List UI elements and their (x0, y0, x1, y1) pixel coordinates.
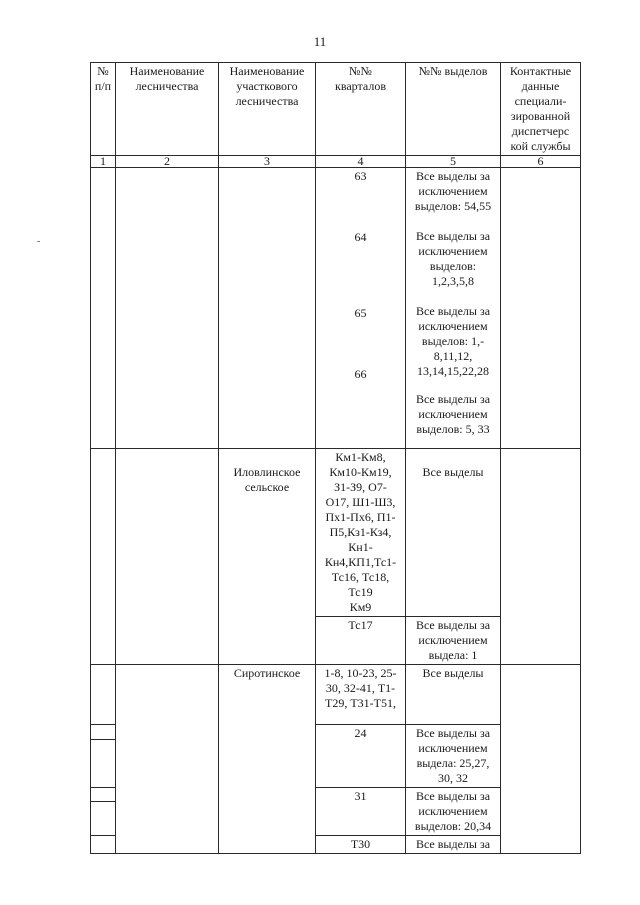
row-number-cell (91, 665, 116, 725)
quarters-cell: 31 (316, 788, 406, 836)
quarter-number: 64 (354, 230, 367, 244)
subforestry-cell: Иловлинское сельское (219, 449, 316, 665)
quarter-number: 65 (354, 306, 367, 320)
forestry-cell (116, 168, 219, 449)
row-number-cell (91, 449, 116, 665)
contacts-cell (501, 449, 581, 665)
row-number-cell (91, 739, 116, 787)
contacts-cell (501, 665, 581, 854)
header-col-3: Наименование участкового лесничества (219, 63, 316, 156)
quarters-cell: 24 (316, 725, 406, 788)
plots-cell: Все выделы за исключением выдела: 25,27, 30, 32 (406, 725, 501, 788)
subforestry-cell (219, 168, 316, 449)
plots-cell: Все выделы (406, 449, 501, 617)
page-number: 11 (313, 34, 327, 49)
header-col-1: № п/п (91, 63, 116, 156)
row-number-cell (91, 168, 116, 449)
forest-plots-table (90, 62, 581, 854)
quarters-cell (316, 168, 406, 449)
row-number-cell (91, 788, 116, 802)
table-row (91, 449, 581, 617)
table-row (91, 168, 581, 449)
quarter-number: 66 (354, 367, 367, 381)
quarter-number: 63 (354, 169, 367, 183)
quarters-cell: Тс17 (316, 617, 406, 665)
header-row (91, 63, 581, 156)
header-col-5: №№ выделов (406, 63, 501, 156)
plots-cell: Все выделы (406, 665, 501, 725)
column-number: 2 (116, 156, 219, 168)
column-number: 6 (501, 156, 581, 168)
column-number: 1 (91, 156, 116, 168)
quarters-cell: 1-8, 10-23, 25- 30, 32-41, Т1- Т29, Т31-Т51, (316, 665, 406, 725)
plots-cell: Все выделы за исключением выделов: 20,34 (406, 788, 501, 836)
table-row (91, 665, 581, 725)
forestry-cell (116, 449, 219, 665)
column-number-row (91, 156, 581, 168)
column-number: 5 (406, 156, 501, 168)
header-col-2: Наименование лесничества (116, 63, 219, 156)
subforestry-cell: Сиротинское (219, 665, 316, 854)
plots-cell: Все выделы за (406, 836, 501, 854)
quarters-cell: Т30 (316, 836, 406, 854)
quarters-cell: Км1-Км8, Км10-Км19, З1-З9, О7- О17, Ш1-Ш3, Пх1-Пх6, П1- П5,Кз1-Кз4, Кн1- Кн4,КП1,Тс1- Тс16, Тс18, Тс19 Км9 (316, 449, 406, 617)
row-number-cell (91, 725, 116, 740)
header-col-4: №№ кварталов (316, 63, 406, 156)
row-number-cell (91, 801, 116, 835)
plots-cell: Все выделы за исключением выделов: 54,55 Все выделы за исключением выделов: 1,2,3,5,8 Все выделы за исключением выделов: 1,- 8,11,12, 13,14,15,22,28 Все выделы за исключением выделов: 5, 33 (406, 168, 501, 449)
forestry-cell (116, 665, 219, 854)
header-col-6: Контактные данные специали- зированной диспетчерс кой службы (501, 63, 581, 156)
column-number: 3 (219, 156, 316, 168)
contacts-cell (501, 168, 581, 449)
column-number: 4 (316, 156, 406, 168)
plots-cell: Все выделы за исключением выдела: 1 (406, 617, 501, 665)
row-number-cell (91, 836, 116, 854)
margin-mark: - (37, 236, 41, 247)
